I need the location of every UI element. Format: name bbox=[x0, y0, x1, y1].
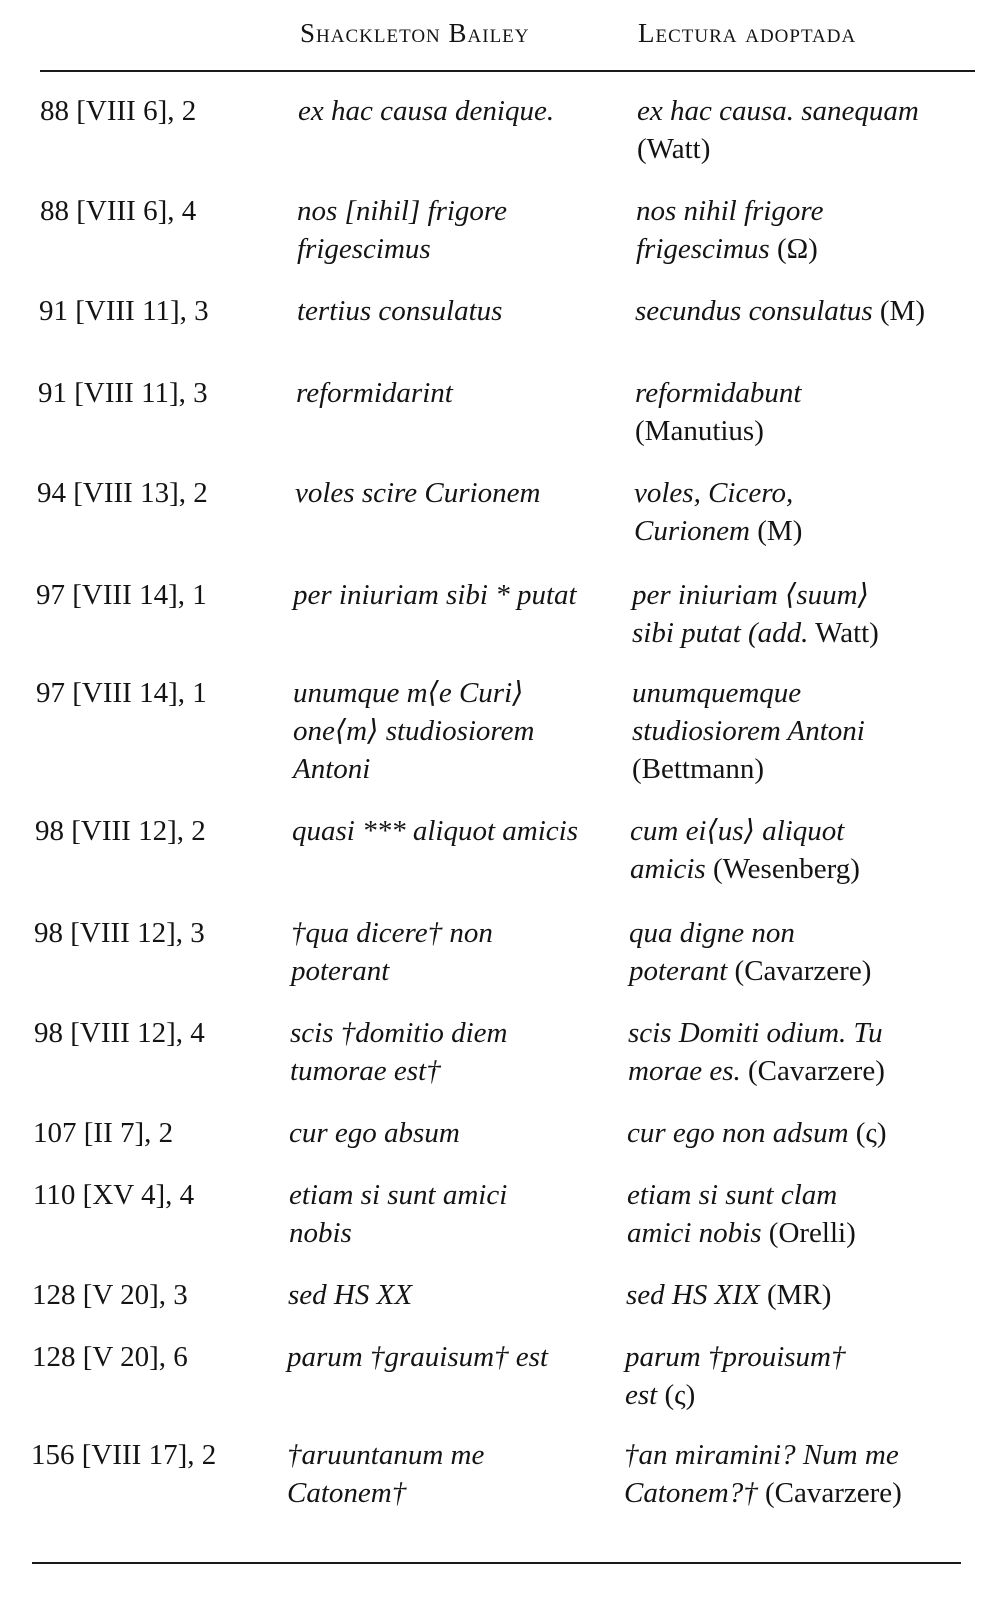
adopted-reading bbox=[630, 812, 980, 888]
shackleton-bailey-reading bbox=[297, 292, 622, 330]
latin-text: est bbox=[625, 1379, 658, 1411]
adopted-reading bbox=[627, 1114, 977, 1152]
reading-line bbox=[630, 812, 980, 850]
adopted-reading bbox=[627, 1176, 977, 1252]
reading-line: nos [nihil] frigore bbox=[297, 195, 508, 227]
shackleton-bailey-reading bbox=[287, 1338, 612, 1376]
reading-line bbox=[637, 130, 987, 168]
reading-line bbox=[634, 474, 984, 512]
adopted-reading bbox=[629, 914, 979, 990]
passage-reference: 98 [VIII 12], 3 bbox=[34, 917, 205, 949]
source-attribution: (Manutius) bbox=[635, 415, 764, 447]
reading-line bbox=[632, 674, 982, 712]
reading-line bbox=[632, 712, 982, 750]
passage-reference: 88 [VIII 6], 4 bbox=[40, 195, 197, 227]
source-attribution: (Cavarzere) bbox=[757, 1477, 902, 1509]
latin-text: scis Domiti odium. Tu bbox=[628, 1017, 883, 1049]
shackleton-bailey-reading bbox=[293, 576, 618, 614]
reading-line: unumque m⟨e Curi⟩ bbox=[293, 677, 524, 709]
reading-line bbox=[637, 92, 987, 130]
adopted-reading bbox=[626, 1276, 976, 1314]
reading-line: one⟨m⟩ studiosiorem bbox=[293, 715, 535, 747]
adopted-reading bbox=[636, 192, 986, 268]
reading-line bbox=[632, 750, 982, 788]
column-header-lectura-adoptada: Lectura adoptada bbox=[638, 18, 857, 48]
latin-text: qua digne non bbox=[629, 917, 795, 949]
reading-line bbox=[624, 1474, 974, 1512]
reading-line: etiam si sunt amici bbox=[289, 1179, 508, 1211]
latin-text: nos nihil frigore bbox=[636, 195, 824, 227]
latin-text: amicis bbox=[630, 853, 706, 885]
reading-line: †qua dicere† non bbox=[291, 917, 493, 949]
latin-text: etiam si sunt clam bbox=[627, 1179, 838, 1211]
adopted-reading bbox=[637, 92, 987, 168]
passage-reference: 97 [VIII 14], 1 bbox=[36, 677, 207, 709]
latin-text: amici nobis bbox=[627, 1217, 762, 1249]
passage-reference: 98 [VIII 12], 4 bbox=[34, 1017, 205, 1049]
reading-line: Catonem† bbox=[287, 1477, 407, 1509]
shackleton-bailey-reading bbox=[297, 192, 622, 268]
reading-line: Antoni bbox=[293, 753, 371, 785]
reading-line bbox=[630, 850, 980, 888]
latin-text: unumquemque bbox=[632, 677, 802, 709]
passage-reference: 97 [VIII 14], 1 bbox=[36, 579, 207, 611]
source-attribution: (Wesenberg) bbox=[705, 853, 860, 885]
shackleton-bailey-reading bbox=[291, 914, 616, 990]
adopted-reading bbox=[632, 674, 982, 788]
passage-reference: 128 [V 20], 3 bbox=[32, 1279, 188, 1311]
source-attribution: (Cavarzere) bbox=[727, 955, 872, 987]
latin-text: secundus consulatus bbox=[635, 295, 873, 327]
source-attribution: (Orelli) bbox=[761, 1217, 856, 1249]
source-attribution: (M) bbox=[872, 295, 925, 327]
addition-abbrev: add. bbox=[757, 617, 809, 649]
shackleton-bailey-reading bbox=[298, 92, 623, 130]
reading-line bbox=[634, 512, 984, 550]
reading-line: tertius consulatus bbox=[297, 295, 503, 327]
latin-text: morae es. bbox=[628, 1055, 741, 1087]
source-attribution: (ς) bbox=[848, 1117, 887, 1149]
source-attribution: (MR) bbox=[759, 1279, 832, 1311]
source-attribution: (Bettmann) bbox=[632, 753, 765, 785]
reading-line bbox=[628, 1052, 978, 1090]
reading-line bbox=[635, 374, 985, 412]
source-attribution: (Ω) bbox=[769, 233, 818, 265]
reading-line: voles scire Curionem bbox=[295, 477, 541, 509]
reading-line bbox=[627, 1114, 977, 1152]
adopted-reading bbox=[624, 1436, 974, 1512]
adopted-reading bbox=[634, 474, 984, 550]
adopted-reading bbox=[632, 576, 982, 652]
latin-text: voles, Cicero, bbox=[634, 477, 794, 509]
shackleton-bailey-reading bbox=[296, 374, 621, 412]
table-bottom-rule bbox=[32, 1562, 961, 1564]
passage-reference: 110 [XV 4], 4 bbox=[33, 1179, 195, 1211]
adopted-reading bbox=[628, 1014, 978, 1090]
latin-text: parum †prouisum† bbox=[625, 1341, 846, 1373]
reading-line bbox=[632, 576, 982, 614]
reading-line: †aruuntanum me bbox=[287, 1439, 485, 1471]
passage-reference: 107 [II 7], 2 bbox=[33, 1117, 174, 1149]
column-header-shackleton-bailey: Shackleton Bailey bbox=[300, 18, 530, 48]
latin-text: sed HS XIX bbox=[626, 1279, 760, 1311]
latin-text: ex hac causa. sanequam bbox=[637, 95, 919, 127]
shackleton-bailey-reading bbox=[288, 1276, 613, 1314]
reading-line: tumorae est† bbox=[290, 1055, 441, 1087]
latin-text: cur ego non adsum bbox=[627, 1117, 849, 1149]
source-attribution: (ς) bbox=[657, 1379, 696, 1411]
passage-reference: 88 [VIII 6], 2 bbox=[40, 95, 197, 127]
latin-text: Catonem?† bbox=[624, 1477, 758, 1509]
passage-reference: 91 [VIII 11], 3 bbox=[38, 377, 208, 409]
passage-reference: 156 [VIII 17], 2 bbox=[31, 1439, 217, 1471]
adopted-reading bbox=[625, 1338, 975, 1414]
source-attribution: (Cavarzere) bbox=[740, 1055, 885, 1087]
shackleton-bailey-reading bbox=[295, 474, 620, 512]
latin-text: sibi putat ( bbox=[632, 617, 758, 649]
reading-line bbox=[632, 614, 982, 652]
reading-line: parum †grauisum† est bbox=[287, 1341, 549, 1373]
reading-line: nobis bbox=[289, 1217, 352, 1249]
latin-text: studiosiorem Antoni bbox=[632, 715, 865, 747]
reading-line: cur ego absum bbox=[289, 1117, 460, 1149]
reading-line bbox=[628, 1014, 978, 1052]
reading-line bbox=[635, 412, 985, 450]
adopted-reading bbox=[635, 292, 985, 330]
reading-line bbox=[626, 1276, 976, 1314]
latin-text: †an miramini? Num me bbox=[624, 1439, 899, 1471]
shackleton-bailey-reading bbox=[287, 1436, 612, 1512]
latin-text: reformidabunt bbox=[635, 377, 802, 409]
reading-line: per iniuriam sibi * putat bbox=[293, 579, 577, 611]
latin-text: cum ei⟨us⟩ aliquot bbox=[630, 815, 845, 847]
reading-line bbox=[635, 292, 985, 330]
reading-line: reformidarint bbox=[296, 377, 453, 409]
shackleton-bailey-reading bbox=[289, 1114, 614, 1152]
latin-text: poterant bbox=[629, 955, 728, 987]
passage-reference: 91 [VIII 11], 3 bbox=[39, 295, 209, 327]
reading-line: frigescimus bbox=[297, 233, 431, 265]
shackleton-bailey-reading bbox=[290, 1014, 615, 1090]
reading-line bbox=[625, 1376, 975, 1414]
adopted-reading bbox=[635, 374, 985, 450]
source-attribution: Watt) bbox=[808, 617, 879, 649]
reading-line: quasi *** aliquot amicis bbox=[292, 815, 578, 847]
table-top-rule bbox=[40, 70, 975, 72]
latin-text: Curionem bbox=[634, 515, 750, 547]
reading-line: sed HS XX bbox=[288, 1279, 413, 1311]
reading-line bbox=[624, 1436, 974, 1474]
shackleton-bailey-reading bbox=[289, 1176, 614, 1252]
reading-line bbox=[629, 914, 979, 952]
source-attribution: (M) bbox=[750, 515, 803, 547]
reading-line: scis †domitio diem bbox=[290, 1017, 508, 1049]
passage-reference: 94 [VIII 13], 2 bbox=[37, 477, 208, 509]
source-attribution: (Watt) bbox=[637, 133, 711, 165]
reading-line bbox=[625, 1338, 975, 1376]
shackleton-bailey-reading bbox=[292, 812, 617, 850]
latin-text: per iniuriam ⟨suum⟩ bbox=[632, 579, 869, 611]
passage-reference: 98 [VIII 12], 2 bbox=[35, 815, 206, 847]
reading-line bbox=[636, 192, 986, 230]
reading-line bbox=[627, 1176, 977, 1214]
reading-line bbox=[636, 230, 986, 268]
reading-line bbox=[629, 952, 979, 990]
latin-text: frigescimus bbox=[636, 233, 770, 265]
reading-line: ex hac causa denique. bbox=[298, 95, 555, 127]
passage-reference: 128 [V 20], 6 bbox=[32, 1341, 188, 1373]
reading-line bbox=[627, 1214, 977, 1252]
shackleton-bailey-reading bbox=[293, 674, 618, 788]
reading-line: poterant bbox=[291, 955, 390, 987]
